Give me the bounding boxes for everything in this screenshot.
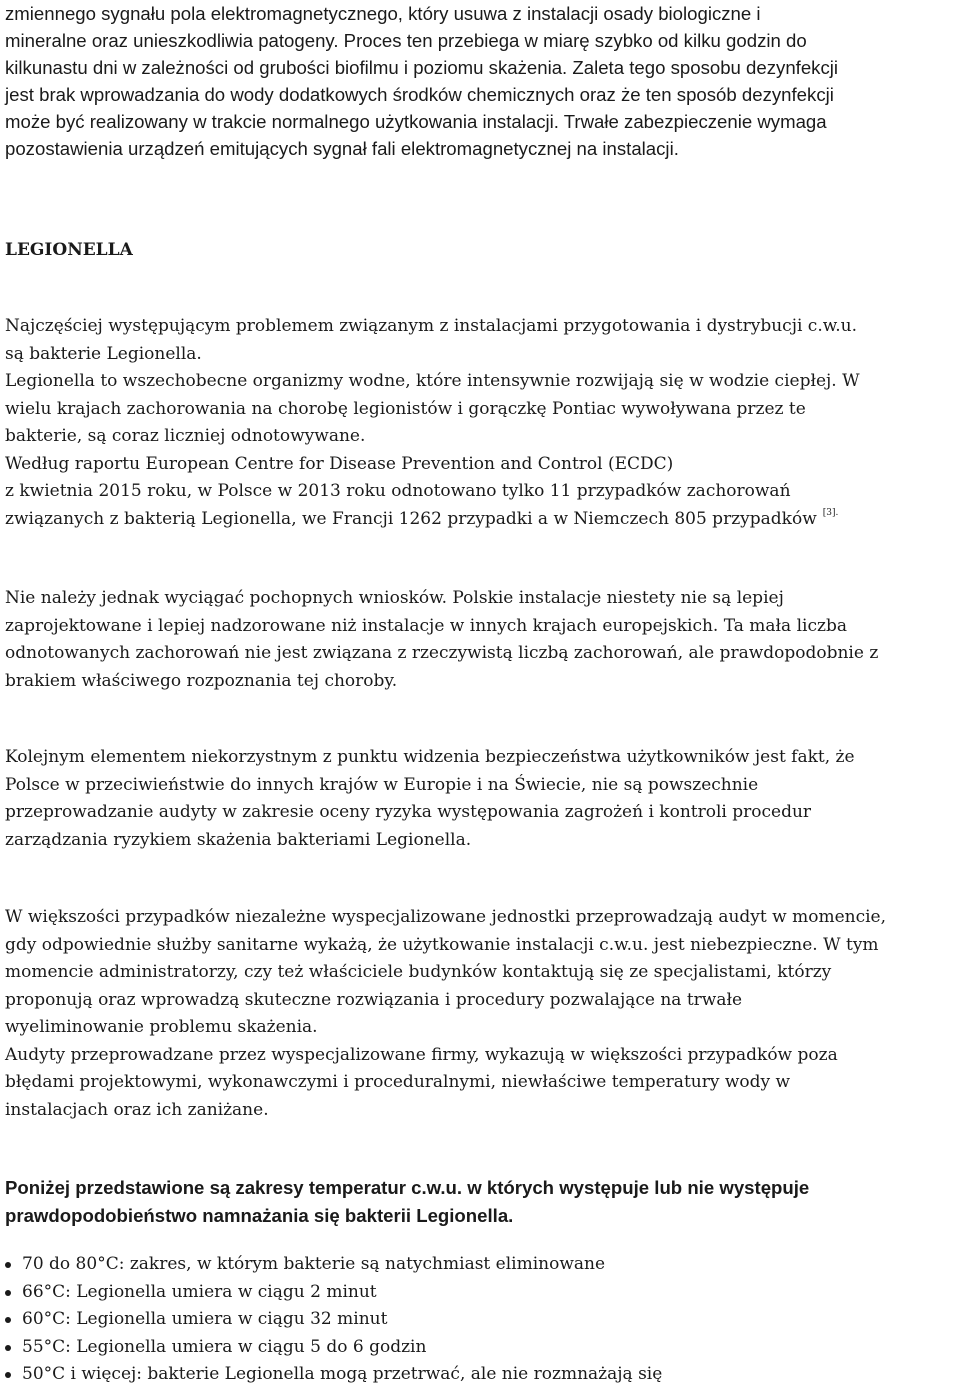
text-line: W większości przypadków niezależne wyspecjalizowane jednostki przeprowadzają audyt w momencie, — [5, 907, 887, 927]
bullet-icon — [5, 1290, 11, 1296]
text-line: momencie administratorzy, czy też właściciele budynków kontaktują się ze specjalistami, którzy — [5, 962, 832, 982]
specialists-paragraph — [5, 904, 960, 1124]
text-line: wyeliminowanie problemu skażenia. — [5, 1017, 318, 1037]
bullet-icon — [5, 1345, 11, 1351]
text-line: jest brak wprowadzania do wody dodatkowych środków chemicznych oraz że ten sposób dezynfekcji — [5, 84, 834, 105]
section-heading: LEGIONELLA — [5, 240, 133, 260]
text-line: Kolejnym elementem niekorzystnym z punktu widzenia bezpieczeństwa użytkowników jest fakt, że — [5, 747, 855, 767]
text-line: zarządzania ryzykiem skażenia bakteriami Legionella. — [5, 829, 472, 850]
text-line: bakterie, są coraz liczniej odnotowywane. — [5, 426, 366, 446]
text-line: związanych z bakterią Legionella, we Francji 1262 przypadki a w Niemczech 805 przypadków — [5, 508, 817, 529]
text-line: mineralne oraz unieszkodliwia patogeny. Proces ten przebiega w miarę szybko od kilku godzin do — [5, 30, 807, 51]
conclusions-paragraph — [5, 585, 960, 695]
text-line: błędami projektowymi, wykonawczymi i proceduralnymi, niewłaściwe temperatury wody w — [5, 1072, 791, 1092]
text-line: Legionella to wszechobecne organizmy wodne, które intensywnie rozwijają się w wodzie ciepłej. W — [5, 371, 860, 391]
text-line: zmiennego sygnału pola elektromagnetycznego, który usuwa z instalacji osady biologiczne i — [5, 3, 761, 24]
citation-reference: [3]. — [822, 507, 839, 518]
text-line: Najczęściej występującym problemem związanym z instalacjami przygotowania i dystrybucji c.w.u. — [5, 316, 858, 336]
list-item: 50°C i więcej: bakterie Legionella mogą przetrwać, ale nie rozmnażają się — [5, 1361, 960, 1389]
text-line: odnotowanych zachorowań nie jest związana z rzeczywistą liczbą zachorowań, ale prawdopodobnie z — [5, 643, 879, 663]
text-line: zaprojektowane i lepiej nadzorowane niż instalacje w innych krajach europejskich. Ta mała liczba — [5, 615, 847, 636]
temperature-ranges-list-wrapper — [5, 1251, 960, 1389]
list-item: 70 do 80°C: zakres, w którym bakterie są natychmiast eliminowane — [5, 1251, 960, 1279]
text-line: Polsce w przeciwieństwie do innych krajów w Europie i na Świecie, nie są powszechnie — [5, 774, 759, 795]
bullet-icon — [5, 1262, 11, 1268]
text-line: z kwietnia 2015 roku, w Polsce w 2013 roku odnotowano tylko 11 przypadków zachorowań — [5, 481, 791, 501]
text-line: proponują oraz wprowadzą skuteczne rozwiązania i procedury pozwalające na trwałe — [5, 989, 743, 1010]
bullet-icon — [5, 1372, 11, 1378]
list-item: 66°C: Legionella umiera w ciągu 2 minut — [5, 1279, 960, 1307]
bullet-icon — [5, 1317, 11, 1323]
text-line: Według raportu European Centre for Disease Prevention and Control (ECDC) — [5, 453, 674, 474]
text-line-with-reference — [5, 506, 960, 534]
text-line: pozostawienia urządzeń emitujących sygnał fali elektromagnetycznej na instalacji. — [5, 138, 679, 159]
text-line: Poniżej przedstawione są zakresy temperatur c.w.u. w których występuje lub nie występuje — [5, 1177, 810, 1198]
text-line: Audyty przeprowadzane przez wyspecjalizowane firmy, wykazują w większości przypadków poza — [5, 1044, 838, 1065]
text-line: prawdopodobieństwo namnażania się bakterii Legionella. — [5, 1205, 514, 1226]
text-line: brakiem właściwego rozpoznania tej choroby. — [5, 670, 398, 691]
intro-paragraph — [5, 0, 960, 162]
temperature-ranges-list — [5, 1251, 960, 1389]
text-line: są bakterie Legionella. — [5, 343, 202, 364]
text-line: przeprowadzanie audyty w zakresie oceny ryzyka występowania zagrożeń i kontroli procedur — [5, 802, 812, 822]
text-line: Nie należy jednak wyciągać pochopnych wniosków. Polskie instalacje niestety nie są lepiej — [5, 588, 784, 608]
text-line: instalacjach oraz ich zaniżane. — [5, 1099, 269, 1120]
list-item: 55°C: Legionella umiera w ciągu 5 do 6 godzin — [5, 1334, 960, 1362]
list-item: 60°C: Legionella umiera w ciągu 32 minut — [5, 1306, 960, 1334]
temperature-ranges-intro — [5, 1174, 960, 1230]
text-line: kilkunastu dni w zależności od grubości biofilmu i poziomu skażenia. Zaleta tego sposobu dezynfekcji — [5, 57, 839, 78]
text-line: gdy odpowiednie służby sanitarne wykażą, że użytkowanie instalacji c.w.u. jest niebezpieczne. W tym — [5, 934, 879, 955]
audits-paragraph — [5, 744, 960, 854]
text-line: wielu krajach zachorowania na chorobę legionistów i gorączkę Pontiac wywoływana przez te — [5, 398, 806, 419]
text-line: może być realizowany w trakcie normalnego użytkowania instalacji. Trwałe zabezpieczenie wymaga — [5, 111, 827, 132]
legionella-intro-paragraph — [5, 313, 960, 533]
